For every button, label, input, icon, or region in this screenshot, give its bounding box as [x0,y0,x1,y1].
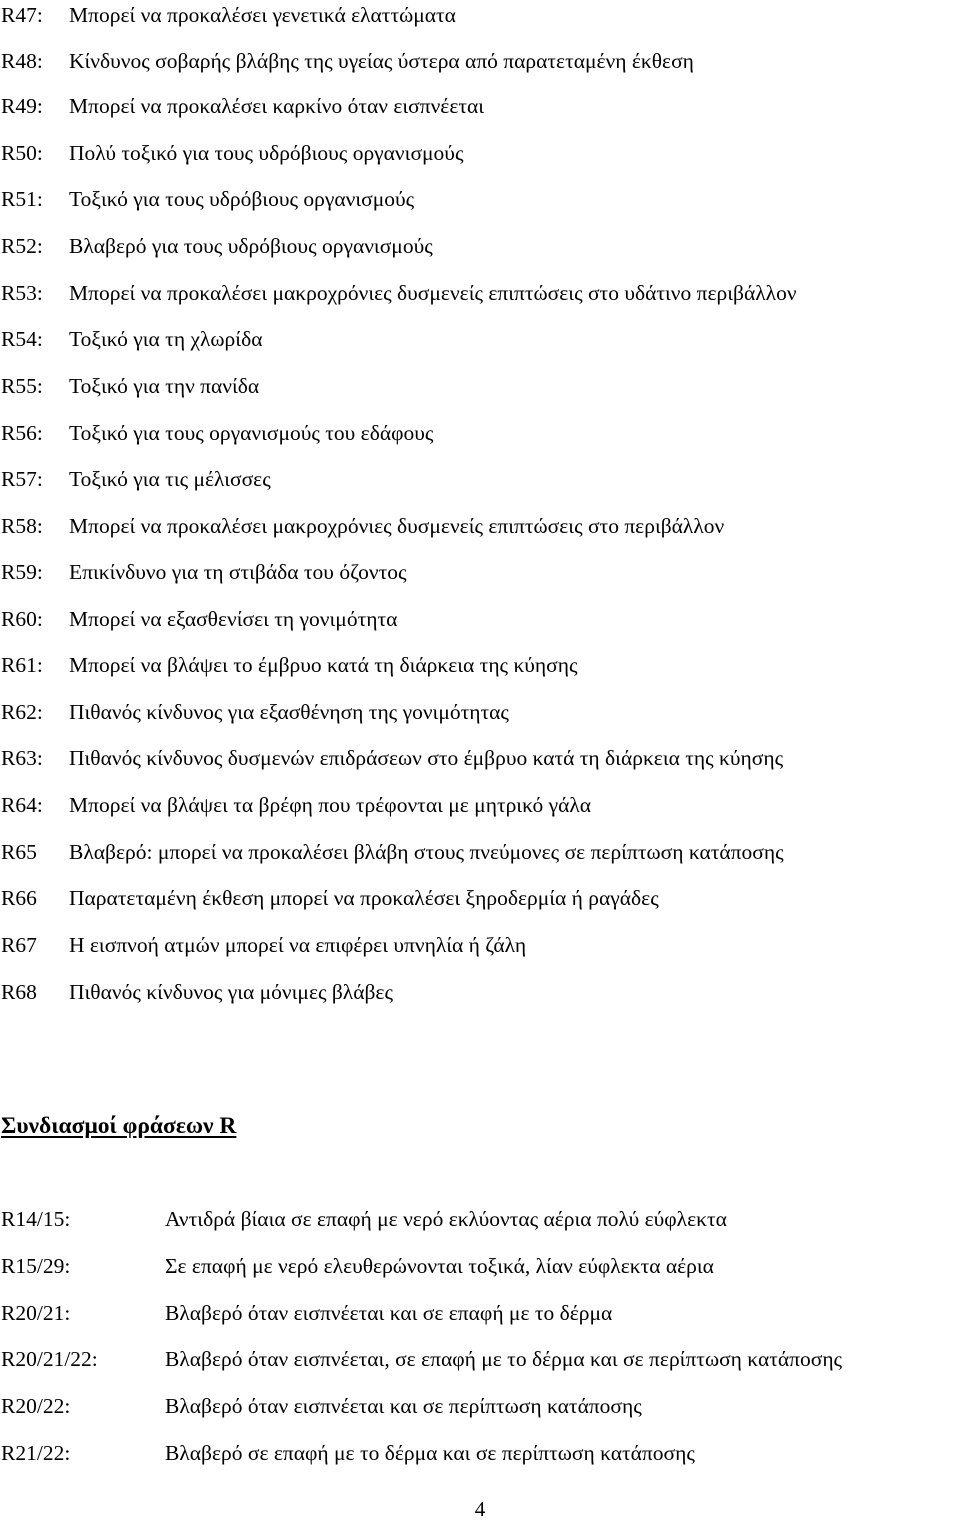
phrase-code: R65 [1,840,37,864]
combination-text: Βλαβερό όταν εισπνέεται και σε επαφή με το δέρμα [165,1301,613,1325]
phrase-text: Βλαβερό για τους υδρόβιους οργανισμούς [69,234,433,258]
phrase-code: R53: [1,281,43,305]
phrase-text: Πιθανός κίνδυνος για μόνιμες βλάβες [69,980,393,1004]
combination-code: R14/15: [1,1207,71,1231]
phrase-code: R58: [1,514,43,538]
phrase-text: Μπορεί να βλάψει τα βρέφη που τρέφονται με μητρικό γάλα [69,793,592,817]
phrase-text: Μπορεί να προκαλέσει καρκίνο όταν εισπνέεται [69,94,485,118]
phrase-code: R66 [1,886,37,910]
phrase-code: R52: [1,234,43,258]
combination-code: R20/21: [1,1301,71,1325]
phrase-code: R62: [1,700,43,724]
phrase-text: Βλαβερό: μπορεί να προκαλέσει βλάβη στους πνεύμονες σε περίπτωση κατάποσης [69,840,784,864]
page-number: 4 [474,1497,486,1521]
phrase-text: Μπορεί να προκαλέσει μακροχρόνιες δυσμενείς επιπτώσεις στο υδάτινο περιβάλλον [69,281,797,305]
phrase-text: Η εισπνοή ατμών μπορεί να επιφέρει υπνηλία ή ζάλη [69,933,527,957]
phrase-text: Τοξικό για την πανίδα [69,374,260,398]
phrase-text: Πιθανός κίνδυνος δυσμενών επιδράσεων στο έμβρυο κατά τη διάρκεια της κύησης [69,746,784,770]
phrase-code: R49: [1,94,43,118]
phrase-text: Μπορεί να προκαλέσει γενετικά ελαττώματα [69,3,456,27]
phrase-code: R55: [1,374,43,398]
phrase-code: R56: [1,421,43,445]
phrase-text: Τοξικό για τη χλωρίδα [69,327,263,351]
phrase-text: Πιθανός κίνδυνος για εξασθένηση της γονιμότητας [69,700,509,724]
phrase-code: R48: [1,49,43,73]
combination-text: Αντιδρά βίαια σε επαφή με νερό εκλύοντας αέρια πολύ εύφλεκτα [165,1207,727,1231]
combination-text: Βλαβερό σε επαφή με το δέρμα και σε περίπτωση κατάποσης [165,1441,695,1465]
phrase-text: Μπορεί να βλάψει το έμβρυο κατά τη διάρκεια της κύησης [69,653,578,677]
phrase-text: Μπορεί να προκαλέσει μακροχρόνιες δυσμενείς επιπτώσεις στο περιβάλλον [69,514,725,538]
combination-code: R20/22: [1,1394,71,1418]
combination-code: R21/22: [1,1441,71,1465]
phrase-code: R63: [1,746,43,770]
phrase-text: Μπορεί να εξασθενίσει τη γονιμότητα [69,607,398,631]
phrase-text: Κίνδυνος σοβαρής βλάβης της υγείας ύστερα από παρατεταμένη έκθεση [69,49,694,73]
phrase-code: R51: [1,187,43,211]
combination-code: R15/29: [1,1254,71,1278]
phrase-code: R68 [1,980,37,1004]
phrase-code: R64: [1,793,43,817]
phrase-text: Επικίνδυνο για τη στιβάδα του όζοντος [69,560,407,584]
phrase-code: R61: [1,653,43,677]
combination-text: Σε επαφή με νερό ελευθερώνονται τοξικά, λίαν εύφλεκτα αέρια [165,1254,714,1278]
combination-text: Βλαβερό όταν εισπνέεται, σε επαφή με το δέρμα και σε περίπτωση κατάποσης [165,1347,843,1371]
section-heading: Συνδιασμοί φράσεων R [1,1113,237,1139]
combination-text: Βλαβερό όταν εισπνέεται και σε περίπτωση κατάποσης [165,1394,642,1418]
phrase-text: Παρατεταμένη έκθεση μπορεί να προκαλέσει ξηροδερμία ή ραγάδες [69,886,659,910]
phrase-text: Πολύ τοξικό για τους υδρόβιους οργανισμούς [69,141,464,165]
phrase-text: Τοξικό για τους υδρόβιους οργανισμούς [69,187,415,211]
phrase-text: Τοξικό για τις μέλισσες [69,467,271,491]
phrase-code: R60: [1,607,43,631]
phrase-code: R47: [1,3,43,27]
phrase-code: R50: [1,141,43,165]
phrase-code: R67 [1,933,37,957]
phrase-text: Τοξικό για τους οργανισμούς του εδάφους [69,421,434,445]
phrase-code: R57: [1,467,43,491]
phrase-code: R59: [1,560,43,584]
phrase-code: R54: [1,327,43,351]
combination-code: R20/21/22: [1,1347,98,1371]
